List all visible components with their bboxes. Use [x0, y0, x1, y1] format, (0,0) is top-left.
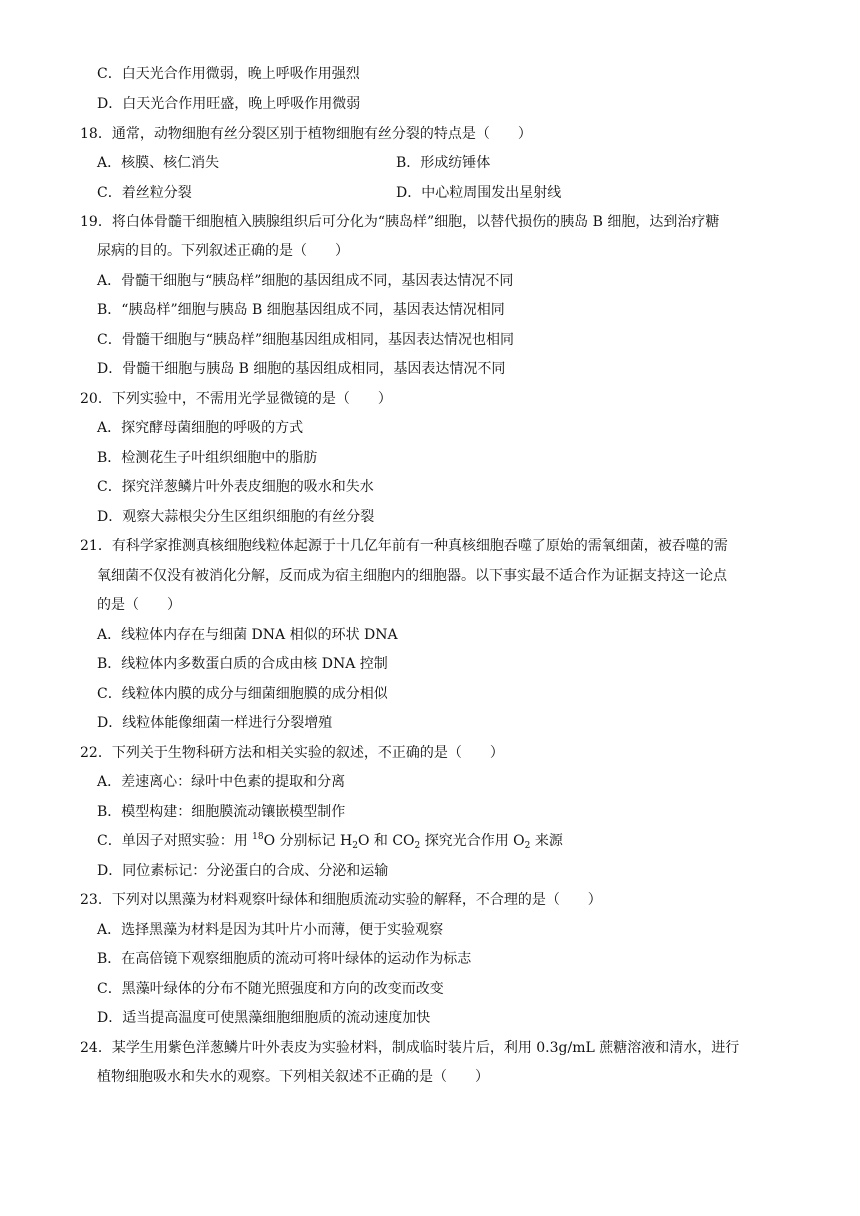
question-19-line1: 19．将白体骨髓干细胞植入胰腺组织后可分化为“胰岛样”细胞，以替代损伤的胰岛 B 细胞，达到治疗糖: [80, 214, 720, 230]
option-22c-text-4: 探究光合作用 O: [420, 833, 525, 849]
question-22: 22．下列关于生物科研方法和相关实验的叙述，不正确的是（ ）: [80, 745, 504, 761]
option-23c: C．黑藻叶绿体的分布不随光照强度和方向的改变而改变: [97, 981, 444, 997]
subscript-2a: 2: [352, 841, 358, 851]
option-22c-text-5: 来源: [530, 833, 563, 849]
option-20b: B．检测花生子叶组织细胞中的脂肪: [97, 450, 318, 466]
option-20c: C．探究洋葱鳞片叶外表皮细胞的吸水和失水: [97, 479, 374, 495]
option-19d: D．骨髓干细胞与胰岛 B 细胞的基因组成相同，基因表达情况不同: [97, 361, 506, 377]
option-21d: D．线粒体能像细菌一样进行分裂增殖: [97, 715, 333, 731]
question-21-line3: 的是（ ）: [97, 597, 181, 613]
option-20d: D．观察大蒜根尖分生区组织细胞的有丝分裂: [97, 509, 375, 525]
question-21-line2: 氧细菌不仅没有被消化分解，反而成为宿主细胞内的细胞器。以下事实最不适合作为证据支持这一论点: [97, 568, 727, 584]
subscript-2b: 2: [414, 841, 421, 851]
option-19b: B．“胰岛样”细胞与胰岛 B 细胞基因组成不同，基因表达情况相同: [97, 302, 505, 318]
option-18a: A．核膜、核仁消失: [97, 155, 220, 171]
question-21-line1: 21．有科学家推测真核细胞线粒体起源于十几亿年前有一种真核细胞吞噬了原始的需氧细菌，被吞噬的需: [80, 538, 728, 554]
option-22c: [97, 831, 563, 851]
question-23: 23．下列对以黑藻为材料观察叶绿体和细胞质流动实验的解释，不合理的是（ ）: [80, 892, 602, 908]
option-22a: A．差速离心：绿叶中色素的提取和分离: [97, 774, 346, 790]
question-24-line1: 24．某学生用紫色洋葱鳞片叶外表皮为实验材料，制成临时装片后，利用 0.3g/mL 蔗糖溶液和清水，进行: [80, 1040, 740, 1056]
option-17c: C．白天光合作用微弱，晚上呼吸作用强烈: [97, 66, 360, 82]
option-19c: C．骨髓干细胞与“胰岛样”细胞基因组成相同，基因表达情况也相同: [97, 332, 515, 348]
option-18c: C．着丝粒分裂: [97, 185, 192, 201]
isotope-18-sup: 18: [252, 832, 264, 842]
option-22c-text-1: C．单因子对照实验：用: [97, 833, 253, 849]
option-18b: B．形成纺锤体: [396, 155, 491, 171]
option-17d: D．白天光合作用旺盛，晚上呼吸作用微弱: [97, 96, 361, 112]
option-20a: A．探究酵母菌细胞的呼吸的方式: [97, 420, 304, 436]
question-24-line2: 植物细胞吸水和失水的观察。下列相关叙述不正确的是（ ）: [97, 1069, 489, 1085]
option-21c: C．线粒体内膜的成分与细菌细胞膜的成分相似: [97, 686, 388, 702]
option-23b: B．在高倍镜下观察细胞质的流动可将叶绿体的运动作为标志: [97, 951, 472, 967]
option-21a: A．线粒体内存在与细菌 DNA 相似的环状 DNA: [97, 627, 398, 643]
option-23a: A．选择黑藻为材料是因为其叶片小而薄，便于实验观察: [97, 922, 444, 938]
option-22c-text-3: O 和 CO: [357, 833, 415, 849]
option-19a: A．骨髓干细胞与“胰岛样”细胞的基因组成不同，基因表达情况不同: [97, 273, 514, 289]
option-18d: D．中心粒周围发出星射线: [396, 185, 562, 201]
question-19-line2: 尿病的目的。下列叙述正确的是（ ）: [97, 243, 349, 259]
question-18: 18．通常，动物细胞有丝分裂区别于植物细胞有丝分裂的特点是（ ）: [80, 126, 532, 142]
option-22b: B．模型构建：细胞膜流动镶嵌模型制作: [97, 804, 346, 820]
option-23d: D．适当提高温度可使黑藻细胞细胞质的流动速度加快: [97, 1010, 431, 1026]
option-21b: B．线粒体内多数蛋白质的合成由核 DNA 控制: [97, 656, 388, 672]
question-20: 20．下列实验中，不需用光学显微镜的是（ ）: [80, 391, 392, 407]
option-22c-text-2: O 分别标记 H: [263, 833, 353, 849]
subscript-2c: 2: [524, 841, 531, 851]
option-22d: D．同位素标记：分泌蛋白的合成、分泌和运输: [97, 863, 389, 879]
